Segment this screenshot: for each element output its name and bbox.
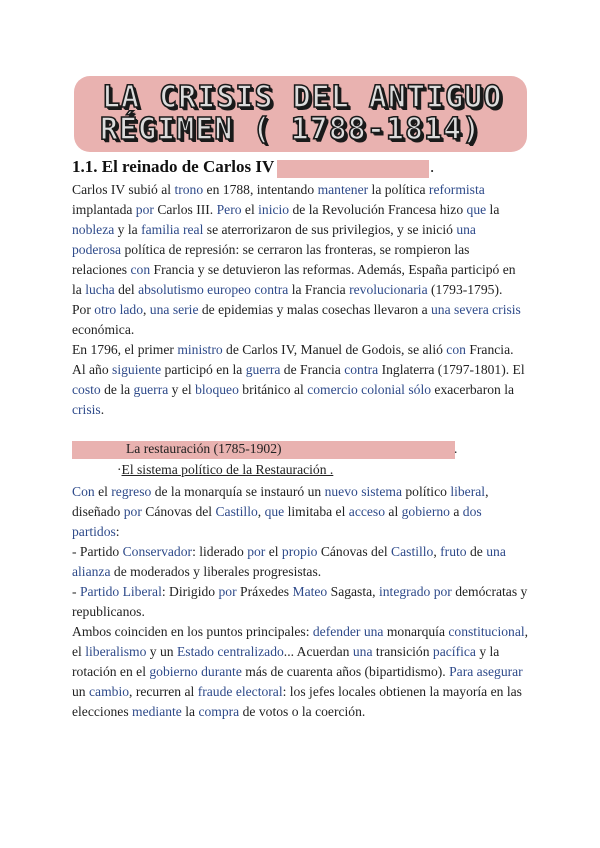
highlighted-word: liberal <box>450 484 486 499</box>
text-run: la <box>181 704 199 719</box>
highlighted-word: con <box>130 262 151 277</box>
text-run: Inglaterra (1797-1801). El <box>378 362 525 377</box>
highlighted-word: que <box>466 202 487 217</box>
highlighted-word: Conservador <box>122 544 193 559</box>
text-run: (1793-1795). <box>427 282 503 297</box>
highlighted-word: regreso <box>111 484 152 499</box>
highlighted-word: trono <box>174 182 204 197</box>
paragraph <box>72 622 532 722</box>
highlighted-word: defender una <box>312 624 384 639</box>
highlighted-word: crisis <box>72 402 101 417</box>
text-run: de epidemias y malas cosechas llevaron a <box>198 302 431 317</box>
highlighted-word: integrado por <box>378 584 452 599</box>
text-run: de <box>466 544 487 559</box>
text-run: Francia y se detuvieron las reformas. Además, España participó en la <box>72 262 516 297</box>
highlighted-word: mediante <box>132 704 182 719</box>
text-run: de moderados y liberales progresistas. <box>110 564 322 579</box>
title-line-2: RÉGIMEN ( 1788-1814) <box>100 112 482 147</box>
highlighted-word: bloqueo <box>195 382 239 397</box>
text-run: en 1788, intentando <box>203 182 318 197</box>
text-run: - <box>72 584 80 599</box>
highlighted-word: lucha <box>85 282 115 297</box>
text-run: : <box>115 524 120 539</box>
text-run: - Partido <box>72 544 123 559</box>
paragraph <box>72 300 527 340</box>
highlighted-word: nobleza <box>72 222 115 237</box>
text-run: y la <box>114 222 142 237</box>
highlighted-word: por <box>247 544 266 559</box>
paragraph <box>72 340 527 420</box>
highlighted-word: una severa crisis <box>431 302 521 317</box>
text-run: Francia. Al año <box>72 342 514 377</box>
text-run: : Dirigido <box>161 584 219 599</box>
subsection-subheading <box>117 462 333 478</box>
highlighted-word: pacífica <box>432 644 476 659</box>
text-run: En 1796, el primer <box>72 342 178 357</box>
text-run: , <box>143 302 150 317</box>
text-run: al <box>385 504 402 519</box>
text-run: se aterrorizaron de sus privilegios, y se inició <box>203 222 457 237</box>
text-run: monarquía <box>383 624 449 639</box>
highlighted-word: Partido Liberal <box>79 584 162 599</box>
subheading-bullet: · <box>117 462 122 477</box>
text-run: Sagasta, <box>327 584 379 599</box>
text-run: el <box>241 202 259 217</box>
text-run: del <box>114 282 139 297</box>
text-run: y la rotación en el <box>72 644 500 679</box>
text-run: la política <box>368 182 429 197</box>
highlighted-word: propio <box>281 544 318 559</box>
highlighted-word: por <box>218 584 237 599</box>
highlighted-word: gobierno <box>401 504 450 519</box>
highlighted-word: una alianza <box>72 544 506 579</box>
text-run: , <box>433 544 441 559</box>
highlighted-word: con <box>446 342 466 357</box>
highlighted-word: guerra <box>133 382 169 397</box>
text-run: ... Acuerdan <box>283 644 353 659</box>
highlighted-word: acceso <box>348 504 386 519</box>
text-run: : liderado <box>192 544 248 559</box>
subsection-heading: La restauración (1785-1902) <box>126 441 282 456</box>
highlighted-word: absolutismo europeo contra <box>138 282 289 297</box>
text-run: implantada <box>72 202 136 217</box>
section-2-body <box>72 482 532 722</box>
section-heading-band <box>277 160 429 178</box>
highlighted-word: guerra <box>245 362 281 377</box>
highlighted-word: cambio <box>89 684 130 699</box>
highlighted-word: gobierno durante <box>149 664 242 679</box>
highlighted-word: fraude electoral <box>197 684 283 699</box>
text-run: , diseñado <box>72 484 489 519</box>
text-run: de votos o la coerción. <box>239 704 366 719</box>
text-run: un <box>72 684 89 699</box>
text-run: de la monarquía se instauró un <box>151 484 325 499</box>
highlighted-word: una serie <box>149 302 199 317</box>
text-run: la Francia <box>288 282 350 297</box>
highlighted-word: Para asegurar <box>449 664 523 679</box>
text-run: limitaba el <box>284 504 349 519</box>
highlighted-word: comercio colonial sólo <box>307 382 432 397</box>
text-run: Práxedes <box>236 584 293 599</box>
text-run: Cánovas del <box>317 544 392 559</box>
section-heading-dot: . <box>430 157 435 176</box>
text-run: : los jefes locales obtienen la mayoría en las elecciones <box>72 684 522 719</box>
text-run: más de cuarenta años (bipartidismo). <box>241 664 450 679</box>
highlighted-word: familia real <box>141 222 204 237</box>
highlighted-word: compra <box>198 704 240 719</box>
paragraph <box>72 482 532 542</box>
text-run: demócratas y republicanos. <box>72 584 528 619</box>
highlighted-word: Con <box>72 484 95 499</box>
text-run: de la Revolución Francesa hizo <box>289 202 467 217</box>
text-run: a <box>449 504 463 519</box>
text-run: política de represión: se cerraron las fronteras, se rompieron las relaciones <box>72 242 470 277</box>
highlighted-word: liberalismo <box>85 644 147 659</box>
highlighted-word: siguiente <box>112 362 162 377</box>
text-run: y un <box>146 644 177 659</box>
text-run: de la <box>100 382 134 397</box>
subsection-heading-dot: . <box>454 441 458 456</box>
text-run: y el <box>168 382 196 397</box>
highlighted-word: ministro <box>177 342 223 357</box>
text-run: Carlos III. <box>153 202 217 217</box>
section-1-body <box>72 180 527 420</box>
highlighted-word: Castillo <box>391 544 434 559</box>
highlighted-word: contra <box>344 362 379 377</box>
highlighted-word: Castillo <box>215 504 258 519</box>
text-run: el <box>265 544 282 559</box>
highlighted-word: constitucional <box>448 624 525 639</box>
text-run: transición <box>372 644 433 659</box>
text-run: , <box>257 504 265 519</box>
paragraph <box>72 180 527 300</box>
text-run: político <box>401 484 451 499</box>
highlighted-word: inicio <box>258 202 290 217</box>
text-run: participó en la <box>161 362 246 377</box>
highlighted-word: nuevo sistema <box>324 484 402 499</box>
text-run: Cánovas del <box>141 504 216 519</box>
highlighted-word: costo <box>72 382 101 397</box>
text-run: de Carlos IV, Manuel de Godois, se alió <box>222 342 447 357</box>
text-run: , recurren al <box>129 684 198 699</box>
text-run: Por <box>72 302 95 317</box>
highlighted-word: dos partidos <box>72 504 482 539</box>
text-run: de Francia <box>280 362 345 377</box>
highlighted-word: por <box>123 504 142 519</box>
highlighted-word: Mateo <box>292 584 328 599</box>
text-run: . <box>100 402 105 417</box>
text-run: la <box>486 202 500 217</box>
highlighted-word: una <box>352 644 373 659</box>
paragraph <box>72 582 532 622</box>
highlighted-word: por <box>135 202 154 217</box>
text-run: el <box>94 484 112 499</box>
text-run: Ambos coinciden en los puntos principales: <box>72 624 313 639</box>
text-run: Carlos IV subió al <box>72 182 175 197</box>
title-line-1: LA CRISIS DEL ANTIGUO <box>102 80 503 115</box>
highlighted-word: una poderosa <box>72 222 476 257</box>
highlighted-word: revolucionaria <box>349 282 428 297</box>
highlighted-word: que <box>264 504 285 519</box>
highlighted-word: mantener <box>317 182 369 197</box>
text-run: económica. <box>72 322 135 337</box>
highlighted-word: otro lado <box>94 302 143 317</box>
highlighted-word: reformista <box>428 182 485 197</box>
highlighted-word: fruto <box>440 544 467 559</box>
highlighted-word: Pero <box>216 202 242 217</box>
paragraph <box>72 542 532 582</box>
text-run: , el <box>72 624 529 659</box>
highlighted-word: Estado centralizado <box>176 644 284 659</box>
subheading-text: El sistema político de la Restauración . <box>121 462 334 477</box>
text-run: exacerbaron la <box>431 382 515 397</box>
section-heading: 1.1. El reinado de Carlos IV <box>72 157 275 176</box>
text-run: británico al <box>238 382 308 397</box>
